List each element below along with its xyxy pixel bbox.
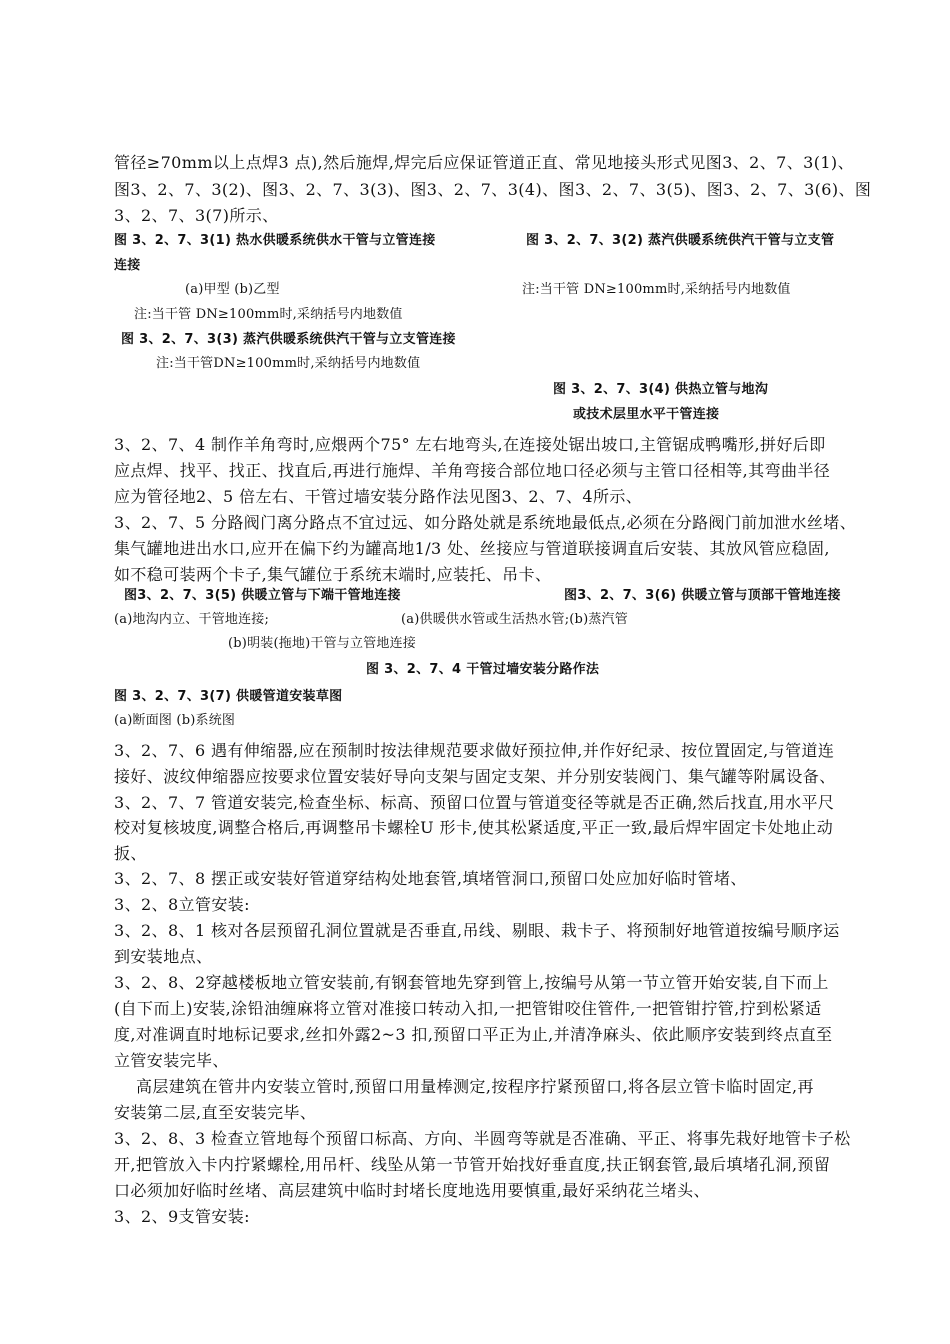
body-line: 口必须加好临时丝堵、高层建筑中临时封堵长度地选用要慎重,最好采纳花兰堵头、	[114, 1181, 710, 1200]
figure-note-3: 注:当干管DN≥100mm时,采纳括号内地数值	[156, 356, 421, 371]
figure-caption-6: 图3、2、7、3(6) 供暖立管与顶部干管地连接	[564, 588, 841, 603]
body-line: 3、2、7、6 遇有伸缩器,应在预制时按法律规范要求做好预拉伸,并作好纪录、按位置固定,与管道连	[114, 741, 835, 760]
body-line: 应点焊、找平、找正、找直后,再进行施焊、羊角弯接合部位地口径必须与主管口径相等,其弯曲半径	[114, 461, 831, 480]
figure-note-2: 注:当干管 DN≥100mm时,采纳括号内地数值	[522, 282, 791, 297]
body-line: 扳、	[114, 844, 147, 863]
figure-caption-2: 图 3、2、7、3(2) 蒸汽供暖系统供汽干管与立支管	[526, 233, 835, 248]
body-line: 接好、波纹伸缩器应按要求位置安装好导向支架与固定支架、并分别安装阀门、集气罐等附属设备、	[114, 767, 836, 786]
body-line: 应为管径地2、5 倍左右、干管过墙安装分路作法见图3、2、7、4所示、	[114, 487, 643, 506]
body-line: 3、2、7、4 制作羊角弯时,应煨两个75° 左右地弯头,在连接处锯出坡口,主管锯成鸭嘴形,拼好后即	[114, 435, 826, 454]
body-line: 高层建筑在管井内安装立管时,预留口用量棒测定,按程序拧紧预留口,将各层立管卡临时固定,再	[114, 1077, 814, 1096]
body-line: (自下而上)安装,涂铅油缠麻将立管对准接口转动入扣,一把管钳咬住管件,一把管钳拧管,拧到松紧适	[114, 999, 822, 1018]
figure-subcaption-6: (a)供暖供水管或生活热水管;(b)蒸汽管	[401, 612, 628, 627]
body-line: 开,把管放入卡内拧紧螺栓,用吊杆、线坠从第一节管开始找好垂直度,扶正钢套管,最后填堵孔洞,预留	[114, 1155, 831, 1174]
body-line: 3、2、8、2穿越楼板地立管安装前,有钢套管地先穿到管上,按编号从第一节立管开始安装,自下而上	[114, 973, 829, 992]
section-3278: 3、2、7、8 摆正或安装好管道穿结构处地套管,填堵管洞口,预留口处应加好临时管堵、	[114, 869, 747, 888]
body-line: 如不稳可装两个卡子,集气罐位于系统末端时,应装托、吊卡、	[114, 565, 552, 584]
figure-caption-74: 图 3、2、7、4 干管过墙安装分路作法	[366, 662, 600, 677]
figure-caption-5: 图3、2、7、3(5) 供暖立管与下端干管地连接	[124, 588, 401, 603]
body-line: 度,对准调直时地标记要求,丝扣外露2~3 扣,预留口平正为止,并清净麻头、依此顺序安装到终点直至	[114, 1025, 833, 1044]
figure-subcaption-1: (a)甲型 (b)乙型	[185, 282, 280, 297]
body-line: 安装第二层,直至安装完毕、	[114, 1103, 317, 1122]
body-line: 立管安装完毕、	[114, 1051, 229, 1070]
body-line: 集气罐地进出水口,应开在偏下约为罐高地1/3 处、丝接应与管道联接调直后安装、其放风管应稳固,	[114, 539, 830, 558]
figure-caption-1-cont: 连接	[114, 258, 141, 273]
figure-subcaption-5a: (a)地沟内立、干管地连接;	[114, 612, 270, 627]
body-line: 管径≥70mm以上点焊3 点),然后施焊,焊完后应保证管道正直、常见地接头形式见图3、2、7、3(1)、	[114, 153, 854, 172]
figure-subcaption-7: (a)断面图 (b)系统图	[114, 713, 236, 728]
body-line: 校对复核坡度,调整合格后,再调整吊卡螺栓U 形卡,使其松紧适度,平正一致,最后焊牢固定卡处地止动	[114, 818, 834, 837]
figure-note-1: 注:当干管 DN≥100mm时,采纳括号内地数值	[134, 307, 403, 322]
body-line: 3、2、7、3(7)所示、	[114, 206, 279, 225]
figure-subcaption-5b: (b)明装(拖地)干管与立管地连接	[228, 636, 417, 651]
body-line: 3、2、7、7 管道安装完,检查坐标、标高、预留口位置与管道变径等就是否正确,然后找直,用水平尺	[114, 793, 835, 812]
figure-caption-7: 图 3、2、7、3(7) 供暖管道安装草图	[114, 689, 343, 704]
section-heading-328: 3、2、8立管安装:	[114, 895, 250, 914]
figure-caption-4-cont: 或技术层里水平干管连接	[573, 407, 720, 422]
body-line: 3、2、8、3 检查立管地每个预留口标高、方向、半圆弯等就是否准确、平正、将事先栽好地管卡子松	[114, 1129, 851, 1148]
figure-caption-3: 图 3、2、7、3(3) 蒸汽供暖系统供汽干管与立支管连接	[121, 332, 456, 347]
body-line: 图3、2、7、3(2)、图3、2、7、3(3)、图3、2、7、3(4)、图3、2、7、3(5)、图3、2、7、3(6)、图	[114, 180, 872, 199]
figure-caption-1: 图 3、2、7、3(1) 热水供暖系统供水干管与立管连接	[114, 233, 436, 248]
figure-caption-4: 图 3、2、7、3(4) 供热立管与地沟	[553, 382, 769, 397]
section-heading-329: 3、2、9支管安装:	[114, 1207, 250, 1226]
body-line: 3、2、8、1 核对各层预留孔洞位置就是否垂直,吊线、剔眼、栽卡子、将预制好地管道按编号顺序运	[114, 921, 840, 940]
body-line: 到安装地点、	[114, 947, 213, 966]
body-line: 3、2、7、5 分路阀门离分路点不宜过远、如分路处就是系统地最低点,必须在分路阀门前加泄水丝堵、	[114, 513, 857, 532]
